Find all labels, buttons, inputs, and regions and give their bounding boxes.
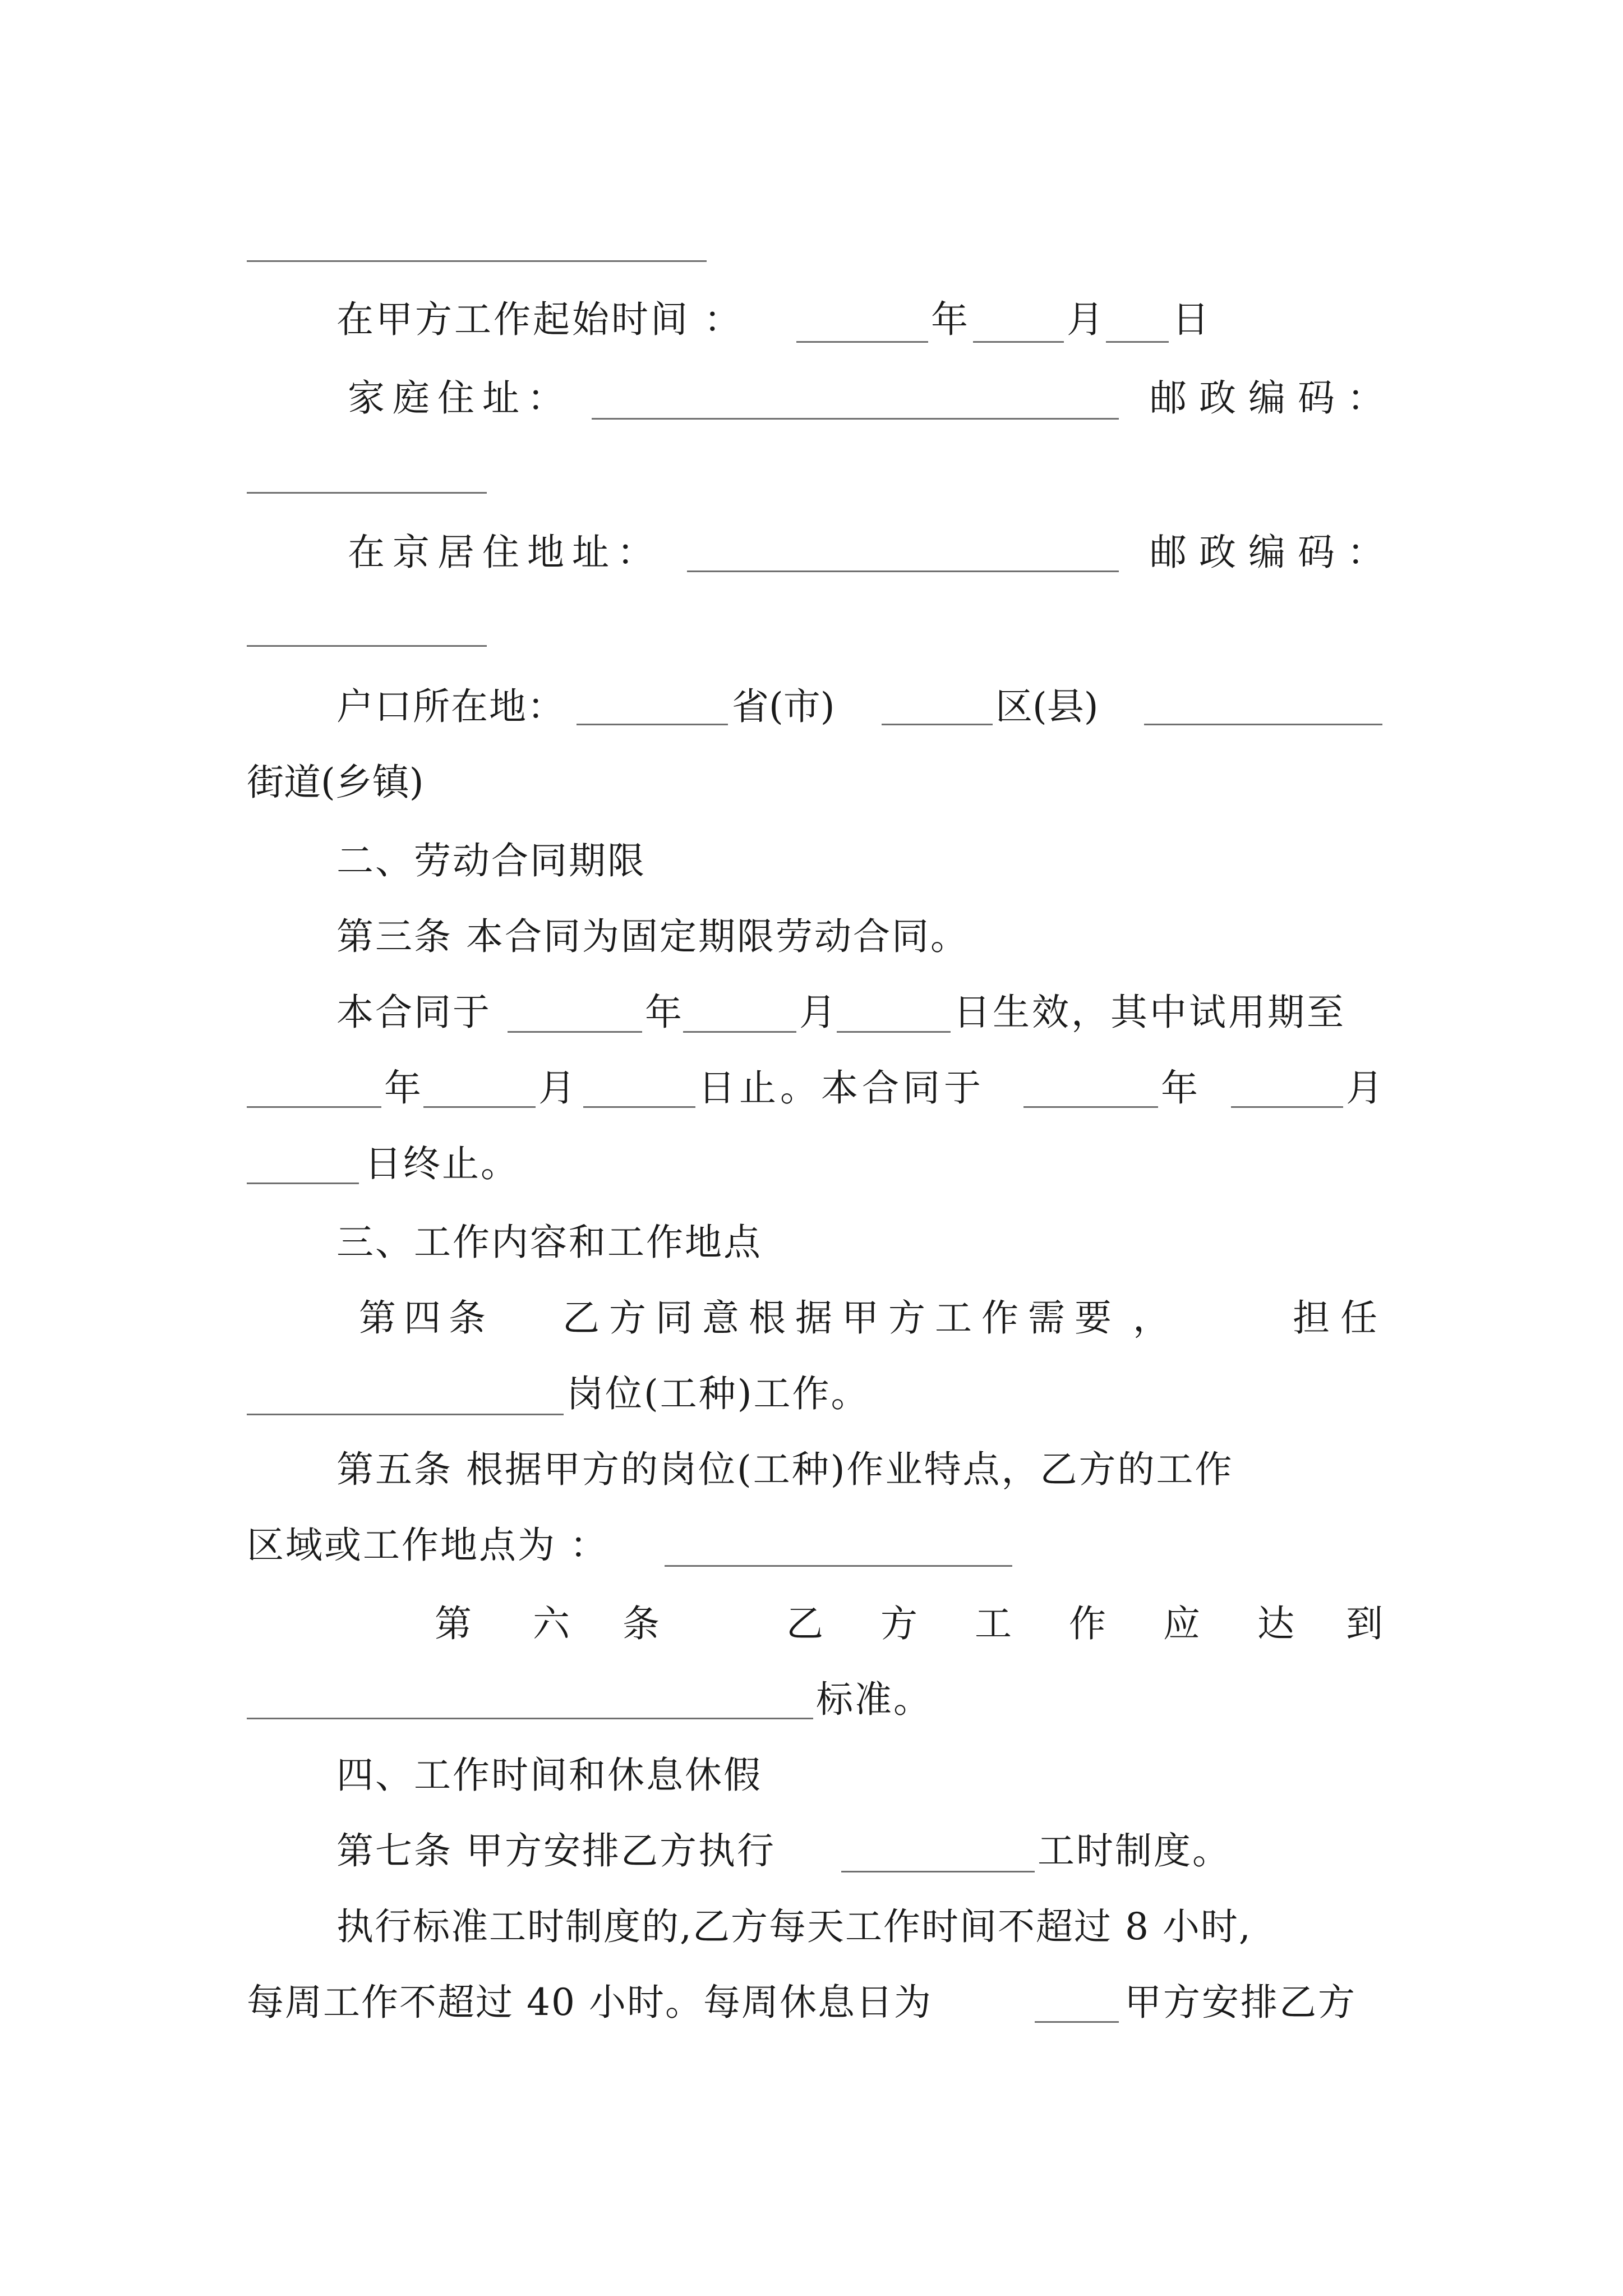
article4-char: 作 — [981, 1296, 1018, 1340]
start-month-label: 月 — [799, 991, 836, 1034]
rest-day-blank[interactable] — [1035, 2021, 1119, 2023]
article6-char: 应 — [1163, 1602, 1200, 1645]
form-blank[interactable] — [247, 260, 707, 262]
start-suffix: 日生效，其中试用期至 — [953, 991, 1346, 1034]
probation-mid: 日止。本合同于 — [698, 1066, 985, 1110]
article4-char: 乙 — [562, 1296, 600, 1340]
standard-hours-text2b: 甲方安排乙方 — [1124, 1981, 1357, 2024]
probation-month-blank[interactable] — [423, 1106, 536, 1108]
article4-char: 需 — [1028, 1296, 1065, 1340]
article6 — [0, 1585, 1623, 1663]
section2-heading — [0, 822, 1623, 900]
article5-line2: 区域或工作地点为 ： — [247, 1524, 608, 1567]
household-label: 户口所在地： — [336, 685, 565, 728]
probation-day-blank[interactable] — [583, 1106, 695, 1108]
beijing-address-label: 在京居住地址： — [348, 531, 662, 574]
article6-char: 达 — [1257, 1602, 1294, 1645]
street-line — [0, 743, 1623, 822]
join-date-line — [0, 280, 1623, 359]
standard-hours-text2a: 每周工作不超过 40 小时。每周休息日为 — [247, 1981, 932, 2024]
end-year-blank[interactable] — [1023, 1106, 1158, 1108]
article6-char: 六 — [533, 1602, 570, 1645]
probation-line — [0, 1049, 1623, 1128]
street-label: 街道(乡镇) — [247, 761, 424, 804]
article4 — [0, 1279, 1623, 1358]
year-label: 年 — [931, 298, 968, 341]
district-blank[interactable] — [882, 724, 993, 725]
probation-year-label: 年 — [384, 1066, 421, 1110]
standard-hours-text1: 执行标准工时制度的,乙方每天工作时间不超过 8 小时, — [336, 1905, 1252, 1948]
article7 — [0, 1812, 1623, 1890]
beijing-address-line — [0, 513, 1623, 592]
article6-char: 到 — [1346, 1602, 1383, 1645]
probation-month-label: 月 — [538, 1066, 575, 1110]
province-blank[interactable] — [577, 724, 728, 725]
join-month-blank[interactable] — [973, 341, 1064, 343]
end-suffix: 日终止。 — [365, 1142, 519, 1185]
standard-hours-line2 — [0, 1963, 1623, 2042]
article5-cont — [0, 1506, 1623, 1585]
home-address-blank[interactable] — [592, 418, 1119, 420]
standard-blank[interactable] — [247, 1718, 813, 1719]
section4-heading — [0, 1736, 1623, 1815]
article7-suffix: 工时制度。 — [1038, 1829, 1231, 1872]
beijing-postal-label: 邮政编码： — [1150, 531, 1396, 574]
article4-char: 条 — [449, 1296, 486, 1340]
article4-char: 要 — [1075, 1296, 1112, 1340]
home-address-line — [0, 359, 1623, 438]
contract-start-line — [0, 973, 1623, 1052]
article4-char: 据 — [795, 1296, 832, 1340]
article6-char: 工 — [975, 1602, 1012, 1645]
day-label: 日 — [1172, 298, 1209, 341]
start-year-blank[interactable] — [508, 1031, 642, 1033]
section3-heading-text: 三、工作内容和工作地点 — [336, 1221, 762, 1264]
article3-text: 第三条 本合同为固定期限劳动合同。 — [336, 915, 969, 958]
section4-heading-text: 四、工作时间和休息休假 — [336, 1754, 762, 1797]
article4-char: 担 — [1293, 1296, 1330, 1340]
home-postal-label: 邮政编码： — [1150, 376, 1396, 420]
section2-heading-text: 二、劳动合同期限 — [336, 839, 646, 882]
household-line — [0, 668, 1623, 746]
article5-line1: 第五条 根据甲方的岗位(工种)作业特点，乙方的工作 — [336, 1448, 1234, 1491]
post-blank[interactable] — [247, 1414, 564, 1415]
article3 — [0, 898, 1623, 976]
join-date-label: 在甲方工作起始时间 ： — [336, 298, 743, 341]
article6-char: 乙 — [786, 1602, 823, 1645]
article6-char: 作 — [1069, 1602, 1106, 1645]
street-blank[interactable] — [1144, 724, 1382, 725]
article4-char: 甲 — [842, 1296, 879, 1340]
join-day-blank[interactable] — [1106, 341, 1169, 343]
contract-end-line — [0, 1125, 1623, 1203]
article6-suffix: 标准。 — [816, 1678, 932, 1721]
article4-suffix: 岗位(工种)工作。 — [566, 1372, 870, 1415]
article4-char: 意 — [702, 1296, 739, 1340]
start-month-blank[interactable] — [683, 1031, 796, 1033]
home-postal-blank[interactable] — [247, 492, 487, 494]
article4-char: ， — [1133, 1296, 1170, 1340]
article6-char: 第 — [435, 1602, 472, 1645]
start-year-label: 年 — [645, 991, 682, 1034]
work-location-blank[interactable] — [665, 1565, 1012, 1567]
home-address-label: 家庭住址： — [348, 376, 572, 420]
article7-prefix: 第七条 甲方安排乙方执行 — [336, 1829, 776, 1872]
join-year-blank[interactable] — [796, 341, 928, 343]
start-day-blank[interactable] — [837, 1031, 951, 1033]
end-month-label: 月 — [1346, 1066, 1383, 1110]
end-month-blank[interactable] — [1231, 1106, 1343, 1108]
article4-char: 同 — [656, 1296, 693, 1340]
article6-cont — [0, 1660, 1623, 1739]
article6-char: 条 — [623, 1602, 660, 1645]
article6-char: 方 — [880, 1602, 917, 1645]
article4-char: 工 — [935, 1296, 972, 1340]
hours-system-blank[interactable] — [841, 1871, 1035, 1872]
month-label: 月 — [1067, 298, 1104, 341]
province-label: 省(市) — [732, 685, 835, 728]
article4-char: 方 — [609, 1296, 646, 1340]
end-day-blank[interactable] — [247, 1182, 359, 1184]
beijing-address-blank[interactable] — [687, 570, 1119, 572]
start-prefix: 本合同于 — [336, 991, 491, 1034]
standard-hours-line1 — [0, 1888, 1623, 1966]
article4-cont — [0, 1355, 1623, 1433]
probation-year-blank[interactable] — [247, 1106, 381, 1108]
article4-char: 四 — [404, 1296, 441, 1340]
section3-heading — [0, 1203, 1623, 1282]
end-year-label: 年 — [1161, 1066, 1198, 1110]
article4-char: 方 — [888, 1296, 925, 1340]
district-label: 区(县) — [995, 685, 1099, 728]
article4-char: 根 — [749, 1296, 786, 1340]
article4-char: 任 — [1340, 1296, 1377, 1340]
article4-char: 第 — [359, 1296, 396, 1340]
beijing-postal-blank[interactable] — [247, 645, 487, 647]
article5 — [0, 1430, 1623, 1509]
